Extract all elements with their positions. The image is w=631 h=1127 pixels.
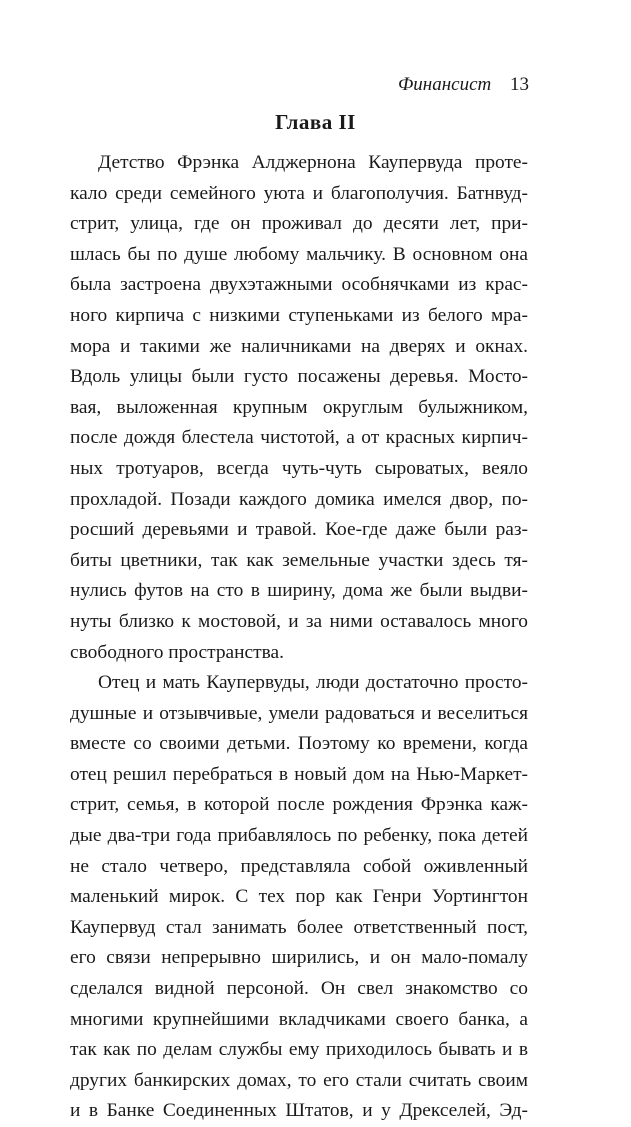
text-line: маленький мирок. С тех пор как Генри Уортингтон: [70, 886, 528, 908]
text-line: после дождя блестела чистотой, а от красных кирпич-: [70, 427, 528, 449]
text-line: отец решил перебраться в новый дом на Нью-Маркет-: [70, 763, 528, 785]
text-line: была застроена двухэтажными особнячками из крас-: [70, 274, 528, 296]
running-header: [398, 73, 529, 97]
text-line: стрит, улица, где он проживал до десяти лет, при-: [70, 213, 528, 235]
page-number: 13: [510, 74, 529, 95]
text-line: ного кирпича с низкими ступеньками из белого мра-: [70, 304, 528, 326]
paragraph: [70, 148, 528, 668]
text-line: ных тротуаров, всегда чуть-чуть сыроватых, веяло: [70, 457, 528, 479]
text-line: прохладой. Позади каждого домика имелся двор, по-: [70, 488, 528, 510]
text-line: нуты близко к мостовой, и за ними оставалось много: [70, 610, 528, 632]
text-line: свободного пространства.: [70, 641, 284, 663]
text-line: росший деревьями и травой. Кое-где даже были раз-: [70, 519, 528, 541]
text-line: Детство Фрэнка Алджернона Каупервуда проте-: [98, 152, 528, 173]
text-line: дые два-три года прибавлялось по ребенку, пока детей: [70, 825, 528, 847]
text-line: так как по делам службы ему приходилось бывать и в: [70, 1039, 528, 1061]
text-line: Вдоль улицы были густо посажены деревья. Мосто-: [70, 366, 528, 388]
text-line: многими крупнейшими вкладчиками своего банка, а: [70, 1008, 528, 1030]
text-line: душные и отзывчивые, умели радоваться и веселиться: [70, 702, 528, 724]
text-line: Отец и мать Каупервуды, люди достаточно просто-: [98, 672, 528, 694]
text-line: шлась бы по душе любому мальчику. В основном она: [70, 243, 528, 265]
text-line: кало среди семейного уюта и благополучия. Батнвуд-: [70, 182, 528, 204]
text-line: других банкирских домах, то его стали считать своим: [70, 1069, 528, 1091]
text-line: и в Банке Соединенных Штатов, и у Дрекселей, Эд-: [70, 1100, 528, 1122]
text-line: вая, выложенная крупным округлым булыжником,: [70, 396, 528, 418]
text-line: биты цветники, так как земельные участки здесь тя-: [70, 549, 528, 571]
book-title: Финансист: [398, 74, 492, 95]
text-line: вместе со своими детьми. Поэтому ко времени, когда: [70, 733, 528, 755]
text-line: сделался видной персоной. Он свел знакомство со: [70, 978, 528, 1000]
text-line: нулись футов на сто в ширину, дома же были выдви-: [70, 580, 528, 602]
paragraph: [70, 668, 528, 1127]
text-line: мора и такими же наличниками на дверях и окнах.: [70, 335, 528, 357]
text-line: не стало четверо, представляла собой оживленный: [70, 855, 528, 877]
chapter-title: Глава II: [275, 110, 356, 134]
text-line: Каупервуд стал занимать более ответственный пост,: [70, 916, 528, 938]
body-text: [70, 148, 528, 1127]
text-line: его связи непрерывно ширились, и он мало-помалу: [70, 947, 528, 969]
text-line: стрит, семья, в которой после рождения Фрэнка каж-: [70, 794, 528, 816]
